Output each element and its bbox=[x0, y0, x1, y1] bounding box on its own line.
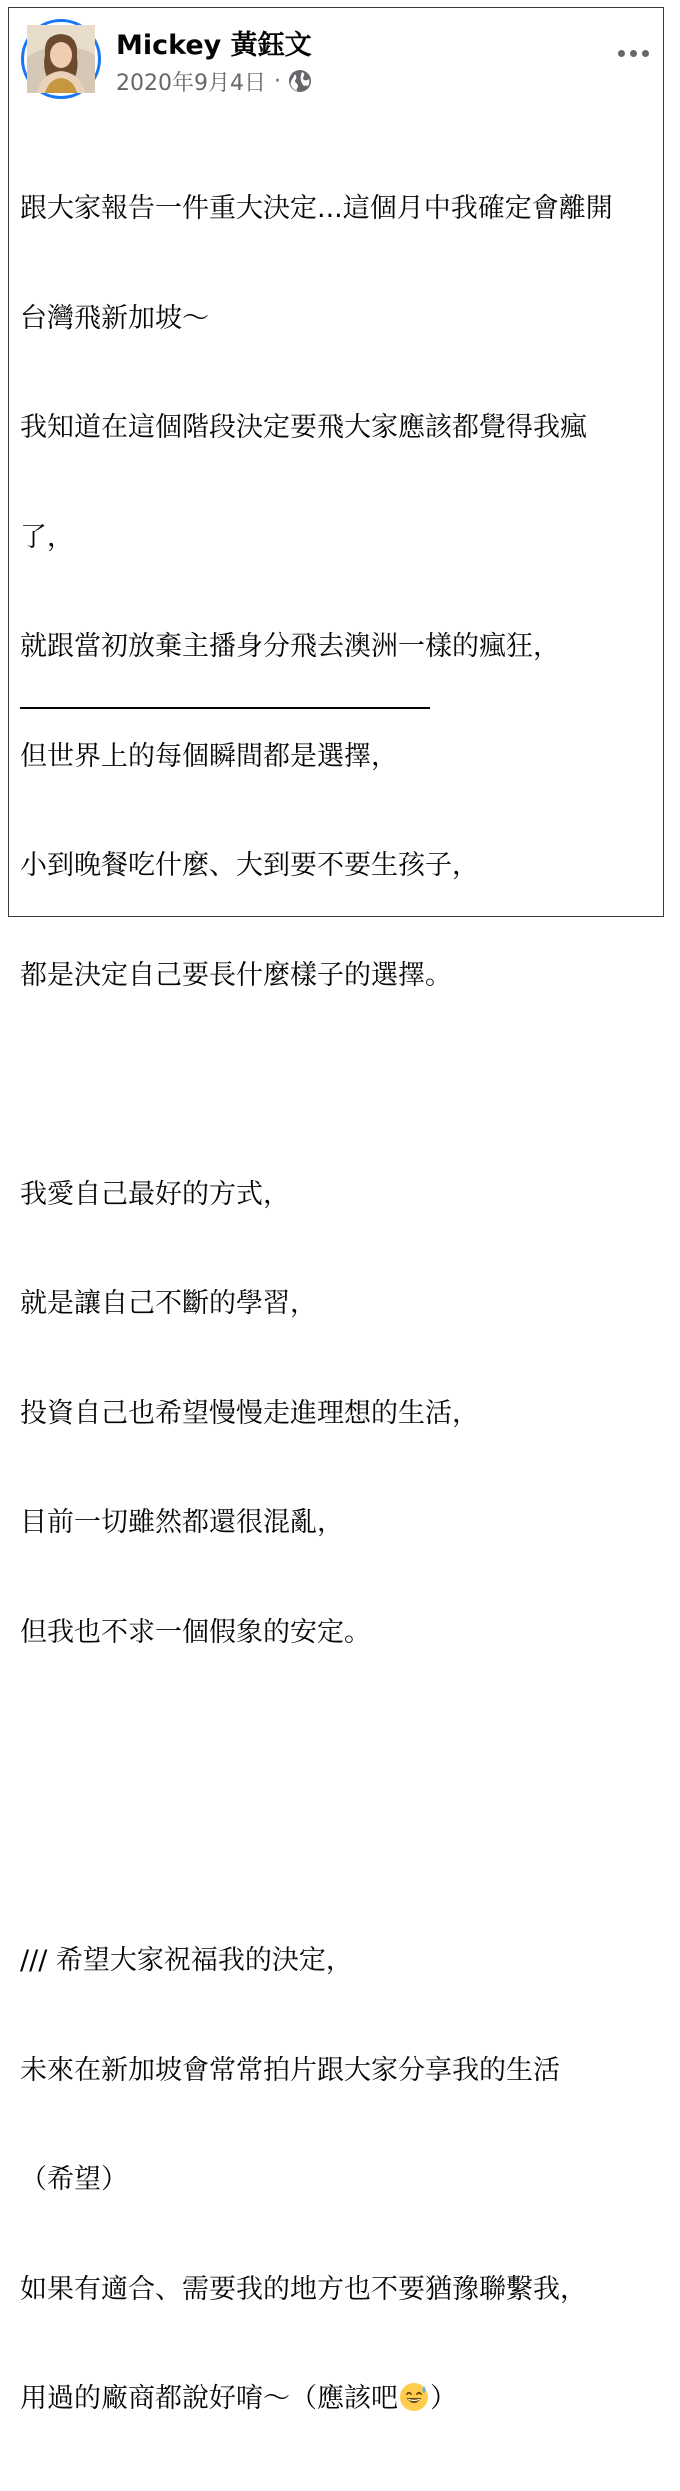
last-line-text: 用過的廠商都說好唷～（應該吧 bbox=[20, 2383, 398, 2414]
author-avatar[interactable] bbox=[21, 19, 101, 99]
post-text-line: 了， bbox=[20, 521, 74, 553]
grinning-sweat-emoji-icon bbox=[399, 2382, 429, 2412]
avatar-photo bbox=[27, 25, 95, 93]
post-text-line: （希望） bbox=[20, 2164, 128, 2195]
post-text bbox=[20, 118, 680, 2491]
post-date[interactable]: 2020年9月4日 bbox=[116, 70, 266, 96]
post-text-line: 但我也不求一個假象的安定。 bbox=[20, 1616, 371, 1648]
post-meta bbox=[116, 66, 312, 96]
more-dot bbox=[642, 50, 649, 57]
author-name[interactable]: Mickey 黃鈺文 bbox=[116, 30, 312, 61]
post-text-line: 我愛自己最好的方式， bbox=[20, 1178, 290, 1210]
blank-line bbox=[20, 1834, 680, 1871]
post-text-line: 但世界上的每個瞬間都是選擇， bbox=[20, 740, 398, 772]
more-dot bbox=[618, 50, 625, 57]
blank-line bbox=[20, 1067, 680, 1104]
post-text-line: 未來在新加坡會常常拍片跟大家分享我的生活 bbox=[20, 2054, 560, 2086]
post-text-line: 如果有適合、需要我的地方也不要猶豫聯繫我， bbox=[20, 2273, 587, 2305]
meta-separator: · bbox=[273, 68, 281, 94]
post-text-line: 跟大家報告一件重大決定...這個月中我確定會離開 bbox=[20, 193, 613, 224]
globe-icon bbox=[288, 69, 312, 93]
facebook-post bbox=[8, 7, 664, 2414]
post-text-line: 投資自己也希望慢慢走進理想的生活， bbox=[20, 1397, 479, 1429]
text-divider-line bbox=[20, 707, 430, 709]
post-text-line: 就跟當初放棄主播身分飛去澳洲一樣的瘋狂， bbox=[20, 631, 560, 662]
post-text-line: /// 希望大家祝福我的決定， bbox=[20, 1945, 353, 1976]
post-text-line: 都是決定自己要長什麼樣子的選擇。 bbox=[20, 959, 452, 991]
blank-line bbox=[20, 1724, 680, 1761]
post-text-line: 目前一切雖然都還很混亂， bbox=[20, 1507, 344, 1538]
post-text-line: 我知道在這個階段決定要飛大家應該都覺得我瘋 bbox=[20, 412, 587, 443]
post-header bbox=[9, 8, 663, 108]
last-line-end: ） bbox=[430, 2383, 457, 2414]
more-options-icon[interactable] bbox=[611, 38, 655, 68]
post-text-line: 小到晚餐吃什麼、大到要不要生孩子， bbox=[20, 850, 479, 881]
post-text-line: 就是讓自己不斷的學習， bbox=[20, 1288, 317, 1319]
post-text-line: 台灣飛新加坡～ bbox=[20, 302, 209, 334]
more-dot bbox=[630, 50, 637, 57]
post-text-last-line bbox=[20, 2381, 680, 2418]
